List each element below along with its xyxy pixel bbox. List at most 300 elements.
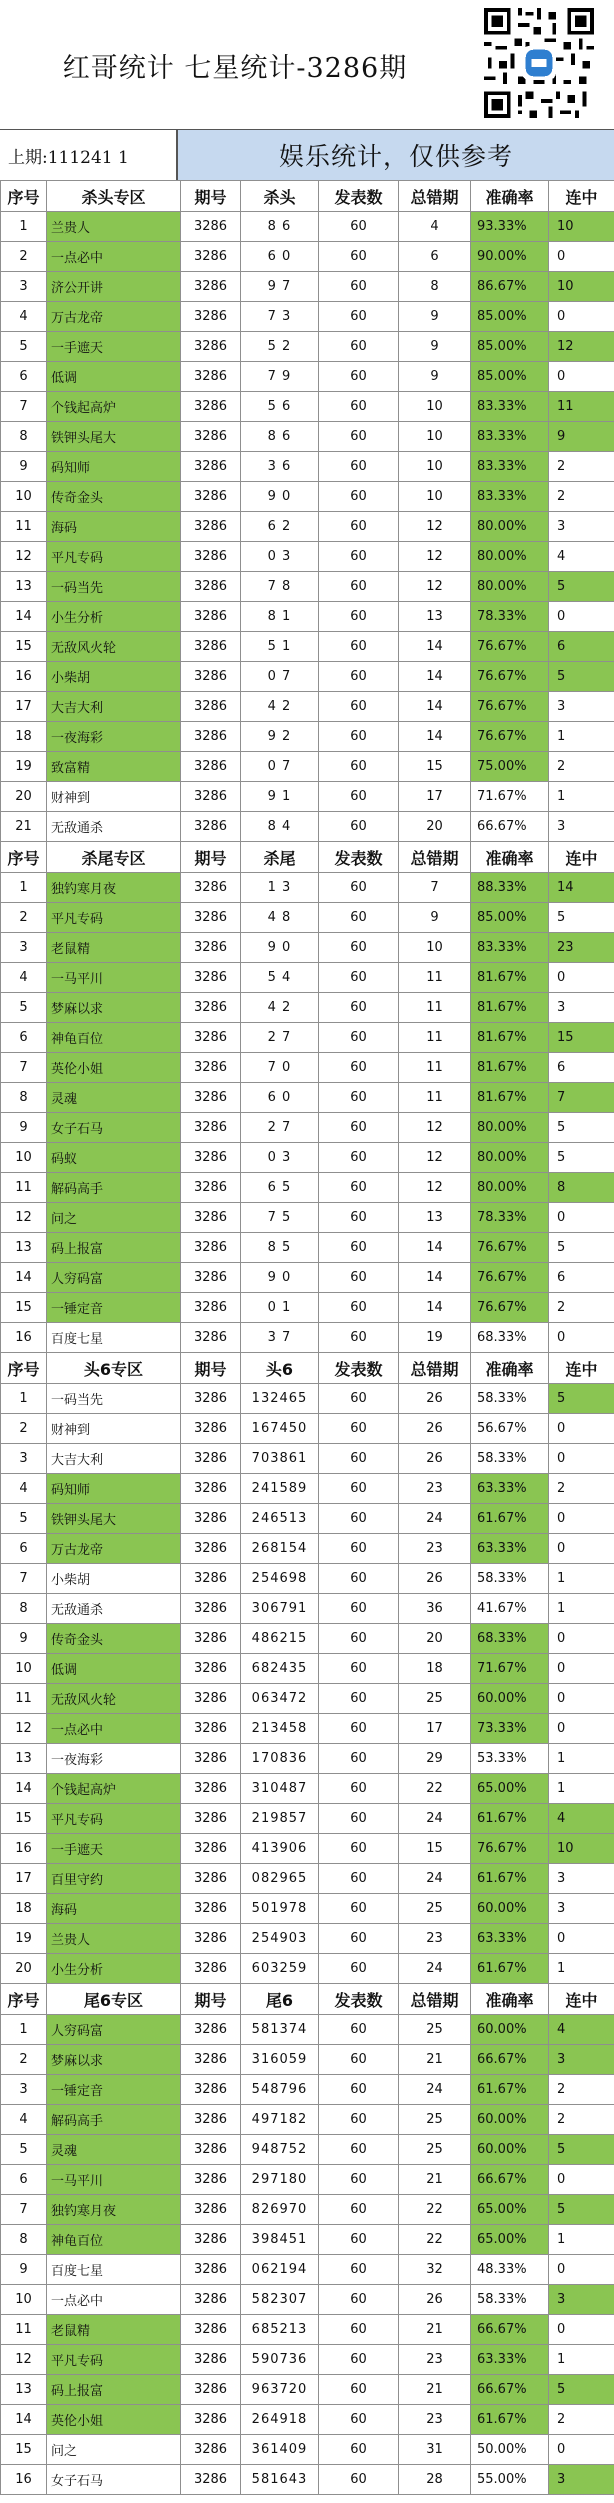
cell-name: 兰贵人 (47, 1924, 181, 1954)
cell-posts: 60 (319, 1474, 399, 1504)
cell-pick: 9 0 (241, 933, 319, 963)
column-header-name: 杀头专区 (47, 181, 181, 212)
cell-total-miss: 23 (399, 1924, 471, 1954)
cell-name: 海码 (47, 512, 181, 542)
table-row (1, 362, 614, 392)
cell-streak: 5 (549, 2135, 614, 2165)
table-row (1, 1924, 614, 1954)
cell-pick: 9 7 (241, 272, 319, 302)
cell-name: 小柴胡 (47, 662, 181, 692)
cell-posts: 60 (319, 1624, 399, 1654)
table-row (1, 1744, 614, 1774)
cell-accuracy: 81.67% (471, 963, 549, 993)
cell-streak: 5 (549, 1233, 614, 1263)
cell-rank: 1 (1, 873, 47, 903)
column-header-posts: 发表数 (319, 1353, 399, 1384)
table-row (1, 1564, 614, 1594)
cell-posts: 60 (319, 2405, 399, 2435)
cell-posts: 60 (319, 1654, 399, 1684)
cell-period: 3286 (181, 2225, 241, 2255)
table-row (1, 782, 614, 812)
cell-streak: 0 (549, 2435, 614, 2465)
cell-posts: 60 (319, 692, 399, 722)
cell-period: 3286 (181, 662, 241, 692)
cell-name: 大吉大利 (47, 692, 181, 722)
cell-streak: 1 (549, 2345, 614, 2375)
cell-rank: 2 (1, 2045, 47, 2075)
cell-accuracy: 83.33% (471, 422, 549, 452)
cell-period: 3286 (181, 1474, 241, 1504)
table-row (1, 1864, 614, 1894)
cell-accuracy: 58.33% (471, 1444, 549, 1474)
cell-name: 人穷码富 (47, 2015, 181, 2045)
table-row (1, 1894, 614, 1924)
cell-streak: 15 (549, 1023, 614, 1053)
cell-rank: 6 (1, 362, 47, 392)
cell-accuracy: 48.33% (471, 2255, 549, 2285)
cell-rank: 2 (1, 903, 47, 933)
cell-streak: 1 (549, 1564, 614, 1594)
cell-period: 3286 (181, 1083, 241, 1113)
cell-rank: 11 (1, 512, 47, 542)
table-row (1, 2315, 614, 2345)
cell-period: 3286 (181, 1624, 241, 1654)
cell-posts: 60 (319, 452, 399, 482)
cell-period: 3286 (181, 452, 241, 482)
cell-posts: 60 (319, 2315, 399, 2345)
cell-posts: 60 (319, 1293, 399, 1323)
cell-rank: 10 (1, 2285, 47, 2315)
stats-table-body (1, 181, 614, 2495)
cell-accuracy: 80.00% (471, 572, 549, 602)
cell-posts: 60 (319, 2045, 399, 2075)
cell-total-miss: 26 (399, 1564, 471, 1594)
cell-total-miss: 21 (399, 2315, 471, 2345)
cell-pick: 361409 (241, 2435, 319, 2465)
table-row (1, 1263, 614, 1293)
cell-accuracy: 60.00% (471, 1684, 549, 1714)
cell-period: 3286 (181, 392, 241, 422)
cell-streak: 0 (549, 1323, 614, 1353)
cell-pick: 2 7 (241, 1023, 319, 1053)
cell-period: 3286 (181, 2345, 241, 2375)
cell-pick: 132465 (241, 1384, 319, 1414)
cell-name: 解码高手 (47, 2105, 181, 2135)
cell-name: 低调 (47, 1654, 181, 1684)
cell-pick: 682435 (241, 1654, 319, 1684)
column-header-posts: 发表数 (319, 842, 399, 873)
table-row (1, 812, 614, 842)
column-header-total-miss: 总错期 (399, 181, 471, 212)
cell-name: 无敌风火轮 (47, 632, 181, 662)
cell-total-miss: 25 (399, 2015, 471, 2045)
cell-posts: 60 (319, 933, 399, 963)
cell-accuracy: 66.67% (471, 2315, 549, 2345)
cell-streak: 0 (549, 2255, 614, 2285)
page-header (0, 0, 614, 130)
table-row (1, 1804, 614, 1834)
cell-total-miss: 14 (399, 692, 471, 722)
cell-accuracy: 93.33% (471, 212, 549, 242)
cell-accuracy: 65.00% (471, 2225, 549, 2255)
cell-period: 3286 (181, 2045, 241, 2075)
cell-posts: 60 (319, 1954, 399, 1984)
cell-period: 3286 (181, 1053, 241, 1083)
table-row (1, 1504, 614, 1534)
cell-accuracy: 78.33% (471, 602, 549, 632)
cell-name: 一锤定音 (47, 1293, 181, 1323)
cell-name: 问之 (47, 2435, 181, 2465)
cell-streak: 1 (549, 1744, 614, 1774)
cell-streak: 3 (549, 812, 614, 842)
cell-name: 老鼠精 (47, 933, 181, 963)
cell-rank: 13 (1, 1233, 47, 1263)
cell-accuracy: 63.33% (471, 1534, 549, 1564)
cell-period: 3286 (181, 1023, 241, 1053)
cell-streak: 1 (549, 1954, 614, 1984)
cell-name: 一夜海彩 (47, 1744, 181, 1774)
cell-pick: 0 3 (241, 542, 319, 572)
cell-pick: 603259 (241, 1954, 319, 1984)
cell-name: 问之 (47, 1203, 181, 1233)
cell-streak: 0 (549, 302, 614, 332)
cell-period: 3286 (181, 1263, 241, 1293)
table-row (1, 632, 614, 662)
table-row (1, 212, 614, 242)
cell-pick: 9 0 (241, 482, 319, 512)
cell-rank: 15 (1, 1293, 47, 1323)
cell-accuracy: 83.33% (471, 392, 549, 422)
cell-streak: 0 (549, 1624, 614, 1654)
section-header-row (1, 1984, 614, 2015)
cell-streak: 2 (549, 752, 614, 782)
cell-total-miss: 22 (399, 1774, 471, 1804)
cell-posts: 60 (319, 1173, 399, 1203)
cell-posts: 60 (319, 2015, 399, 2045)
cell-name: 码知师 (47, 1474, 181, 1504)
cell-name: 神龟百位 (47, 2225, 181, 2255)
cell-rank: 5 (1, 332, 47, 362)
cell-rank: 13 (1, 1744, 47, 1774)
cell-posts: 60 (319, 873, 399, 903)
cell-streak: 3 (549, 2285, 614, 2315)
cell-streak: 6 (549, 632, 614, 662)
cell-pick: 8 1 (241, 602, 319, 632)
cell-pick: 219857 (241, 1804, 319, 1834)
cell-period: 3286 (181, 1684, 241, 1714)
cell-period: 3286 (181, 782, 241, 812)
cell-pick: 8 6 (241, 212, 319, 242)
cell-rank: 4 (1, 302, 47, 332)
cell-period: 3286 (181, 2315, 241, 2345)
cell-name: 兰贵人 (47, 212, 181, 242)
cell-period: 3286 (181, 602, 241, 632)
cell-name: 英伦小姐 (47, 1053, 181, 1083)
cell-streak: 1 (549, 1594, 614, 1624)
table-row (1, 2225, 614, 2255)
cell-period: 3286 (181, 2195, 241, 2225)
cell-name: 老鼠精 (47, 2315, 181, 2345)
table-row (1, 1444, 614, 1474)
table-row (1, 2405, 614, 2435)
cell-name: 平凡专码 (47, 2345, 181, 2375)
cell-streak: 4 (549, 2015, 614, 2045)
cell-accuracy: 75.00% (471, 752, 549, 782)
cell-total-miss: 10 (399, 452, 471, 482)
cell-period: 3286 (181, 2135, 241, 2165)
cell-period: 3286 (181, 1714, 241, 1744)
cell-name: 平凡专码 (47, 542, 181, 572)
cell-posts: 60 (319, 1113, 399, 1143)
cell-period: 3286 (181, 903, 241, 933)
cell-name: 传奇金头 (47, 1624, 181, 1654)
cell-rank: 11 (1, 1684, 47, 1714)
cell-name: 财神到 (47, 1414, 181, 1444)
cell-total-miss: 11 (399, 1083, 471, 1113)
cell-name: 梦麻以求 (47, 993, 181, 1023)
cell-posts: 60 (319, 2225, 399, 2255)
cell-total-miss: 26 (399, 1384, 471, 1414)
cell-period: 3286 (181, 873, 241, 903)
cell-posts: 60 (319, 1744, 399, 1774)
table-row (1, 1834, 614, 1864)
table-row (1, 2075, 614, 2105)
cell-rank: 10 (1, 482, 47, 512)
cell-name: 码上报富 (47, 2375, 181, 2405)
cell-name: 一手遮天 (47, 332, 181, 362)
cell-accuracy: 76.67% (471, 1263, 549, 1293)
cell-total-miss: 23 (399, 2345, 471, 2375)
cell-period: 3286 (181, 242, 241, 272)
cell-posts: 60 (319, 1263, 399, 1293)
cell-streak: 5 (549, 572, 614, 602)
cell-total-miss: 20 (399, 812, 471, 842)
cell-pick: 582307 (241, 2285, 319, 2315)
cell-period: 3286 (181, 812, 241, 842)
cell-total-miss: 7 (399, 873, 471, 903)
cell-name: 一码当先 (47, 1384, 181, 1414)
cell-accuracy: 76.67% (471, 662, 549, 692)
cell-period: 3286 (181, 212, 241, 242)
cell-pick: 297180 (241, 2165, 319, 2195)
cell-rank: 9 (1, 452, 47, 482)
cell-rank: 3 (1, 2075, 47, 2105)
cell-rank: 20 (1, 1954, 47, 1984)
cell-total-miss: 10 (399, 422, 471, 452)
table-row (1, 2345, 614, 2375)
cell-period: 3286 (181, 933, 241, 963)
cell-period: 3286 (181, 2285, 241, 2315)
cell-accuracy: 58.33% (471, 1564, 549, 1594)
cell-period: 3286 (181, 1834, 241, 1864)
cell-name: 百里守约 (47, 1864, 181, 1894)
cell-name: 无敌通杀 (47, 1594, 181, 1624)
table-row (1, 1173, 614, 1203)
cell-name: 铁钾头尾大 (47, 422, 181, 452)
column-header-pick: 尾6 (241, 1984, 319, 2015)
cell-pick: 2 7 (241, 1113, 319, 1143)
cell-rank: 8 (1, 1594, 47, 1624)
table-row (1, 2165, 614, 2195)
cell-streak: 3 (549, 2045, 614, 2075)
table-row (1, 482, 614, 512)
table-row (1, 572, 614, 602)
section-header-row (1, 1353, 614, 1384)
cell-pick: 9 0 (241, 1263, 319, 1293)
cell-total-miss: 25 (399, 2135, 471, 2165)
cell-posts: 60 (319, 1534, 399, 1564)
cell-accuracy: 66.67% (471, 2165, 549, 2195)
cell-pick: 501978 (241, 1894, 319, 1924)
cell-period: 3286 (181, 422, 241, 452)
cell-posts: 60 (319, 2105, 399, 2135)
cell-pick: 7 3 (241, 302, 319, 332)
cell-name: 一点必中 (47, 1714, 181, 1744)
cell-accuracy: 61.67% (471, 1504, 549, 1534)
cell-accuracy: 66.67% (471, 2375, 549, 2405)
cell-name: 码蚁 (47, 1143, 181, 1173)
cell-streak: 3 (549, 692, 614, 722)
column-header-pick: 杀尾 (241, 842, 319, 873)
cell-streak: 5 (549, 1113, 614, 1143)
cell-total-miss: 17 (399, 1714, 471, 1744)
cell-total-miss: 15 (399, 1834, 471, 1864)
cell-streak: 6 (549, 1263, 614, 1293)
cell-pick: 6 2 (241, 512, 319, 542)
cell-rank: 12 (1, 542, 47, 572)
cell-posts: 60 (319, 1684, 399, 1714)
cell-pick: 063472 (241, 1684, 319, 1714)
cell-accuracy: 76.67% (471, 632, 549, 662)
cell-posts: 60 (319, 782, 399, 812)
cell-rank: 16 (1, 1323, 47, 1353)
cell-streak: 2 (549, 2075, 614, 2105)
cell-pick: 3 6 (241, 452, 319, 482)
cell-rank: 18 (1, 722, 47, 752)
cell-name: 无敌通杀 (47, 812, 181, 842)
table-row (1, 2045, 614, 2075)
disclaimer-banner: 娱乐统计，仅供参考 (178, 130, 614, 180)
cell-accuracy: 71.67% (471, 782, 549, 812)
cell-accuracy: 66.67% (471, 2045, 549, 2075)
cell-period: 3286 (181, 993, 241, 1023)
cell-accuracy: 85.00% (471, 332, 549, 362)
cell-rank: 20 (1, 782, 47, 812)
cell-rank: 19 (1, 752, 47, 782)
cell-posts: 60 (319, 1323, 399, 1353)
cell-total-miss: 20 (399, 1624, 471, 1654)
cell-accuracy: 81.67% (471, 993, 549, 1023)
cell-pick: 548796 (241, 2075, 319, 2105)
cell-pick: 241589 (241, 1474, 319, 1504)
cell-name: 低调 (47, 362, 181, 392)
table-row (1, 512, 614, 542)
table-row (1, 1233, 614, 1263)
cell-posts: 60 (319, 1233, 399, 1263)
cell-pick: 316059 (241, 2045, 319, 2075)
cell-name: 一点必中 (47, 242, 181, 272)
cell-pick: 6 5 (241, 1173, 319, 1203)
cell-rank: 8 (1, 1083, 47, 1113)
cell-rank: 7 (1, 1053, 47, 1083)
cell-name: 财神到 (47, 782, 181, 812)
table-row (1, 242, 614, 272)
cell-pick: 062194 (241, 2255, 319, 2285)
cell-accuracy: 61.67% (471, 2405, 549, 2435)
cell-rank: 12 (1, 1203, 47, 1233)
cell-period: 3286 (181, 1173, 241, 1203)
cell-total-miss: 4 (399, 212, 471, 242)
table-row (1, 692, 614, 722)
cell-name: 小生分析 (47, 1954, 181, 1984)
cell-posts: 60 (319, 1023, 399, 1053)
cell-streak: 2 (549, 1474, 614, 1504)
table-row (1, 903, 614, 933)
column-header-name: 头6专区 (47, 1353, 181, 1384)
table-row (1, 1143, 614, 1173)
cell-rank: 11 (1, 1173, 47, 1203)
cell-posts: 60 (319, 422, 399, 452)
table-row (1, 272, 614, 302)
cell-period: 3286 (181, 2465, 241, 2495)
table-row (1, 2285, 614, 2315)
cell-pick: 306791 (241, 1594, 319, 1624)
cell-streak: 0 (549, 602, 614, 632)
cell-total-miss: 31 (399, 2435, 471, 2465)
stats-table (0, 180, 614, 2495)
cell-accuracy: 63.33% (471, 1924, 549, 1954)
cell-name: 女子石马 (47, 2465, 181, 2495)
cell-period: 3286 (181, 1414, 241, 1444)
cell-streak: 2 (549, 452, 614, 482)
cell-streak: 5 (549, 662, 614, 692)
cell-posts: 60 (319, 212, 399, 242)
column-header-rank: 序号 (1, 842, 47, 873)
cell-total-miss: 12 (399, 1143, 471, 1173)
cell-name: 一手遮天 (47, 1834, 181, 1864)
cell-posts: 60 (319, 722, 399, 752)
cell-pick: 254903 (241, 1924, 319, 1954)
cell-name: 一码当先 (47, 572, 181, 602)
cell-posts: 60 (319, 2165, 399, 2195)
cell-streak: 7 (549, 1083, 614, 1113)
cell-total-miss: 9 (399, 302, 471, 332)
cell-posts: 60 (319, 2195, 399, 2225)
cell-pick: 8 4 (241, 812, 319, 842)
cell-rank: 4 (1, 1474, 47, 1504)
cell-posts: 60 (319, 812, 399, 842)
table-row (1, 2015, 614, 2045)
table-row (1, 1474, 614, 1504)
cell-pick: 8 5 (241, 1233, 319, 1263)
cell-rank: 9 (1, 2255, 47, 2285)
cell-streak: 2 (549, 482, 614, 512)
cell-pick: 486215 (241, 1624, 319, 1654)
cell-posts: 60 (319, 362, 399, 392)
cell-period: 3286 (181, 542, 241, 572)
column-header-posts: 发表数 (319, 181, 399, 212)
cell-streak: 10 (549, 212, 614, 242)
cell-period: 3286 (181, 722, 241, 752)
cell-pick: 413906 (241, 1834, 319, 1864)
cell-period: 3286 (181, 272, 241, 302)
cell-pick: 9 2 (241, 722, 319, 752)
cell-posts: 60 (319, 2435, 399, 2465)
cell-period: 3286 (181, 1864, 241, 1894)
cell-total-miss: 13 (399, 602, 471, 632)
table-row (1, 452, 614, 482)
cell-period: 3286 (181, 1143, 241, 1173)
